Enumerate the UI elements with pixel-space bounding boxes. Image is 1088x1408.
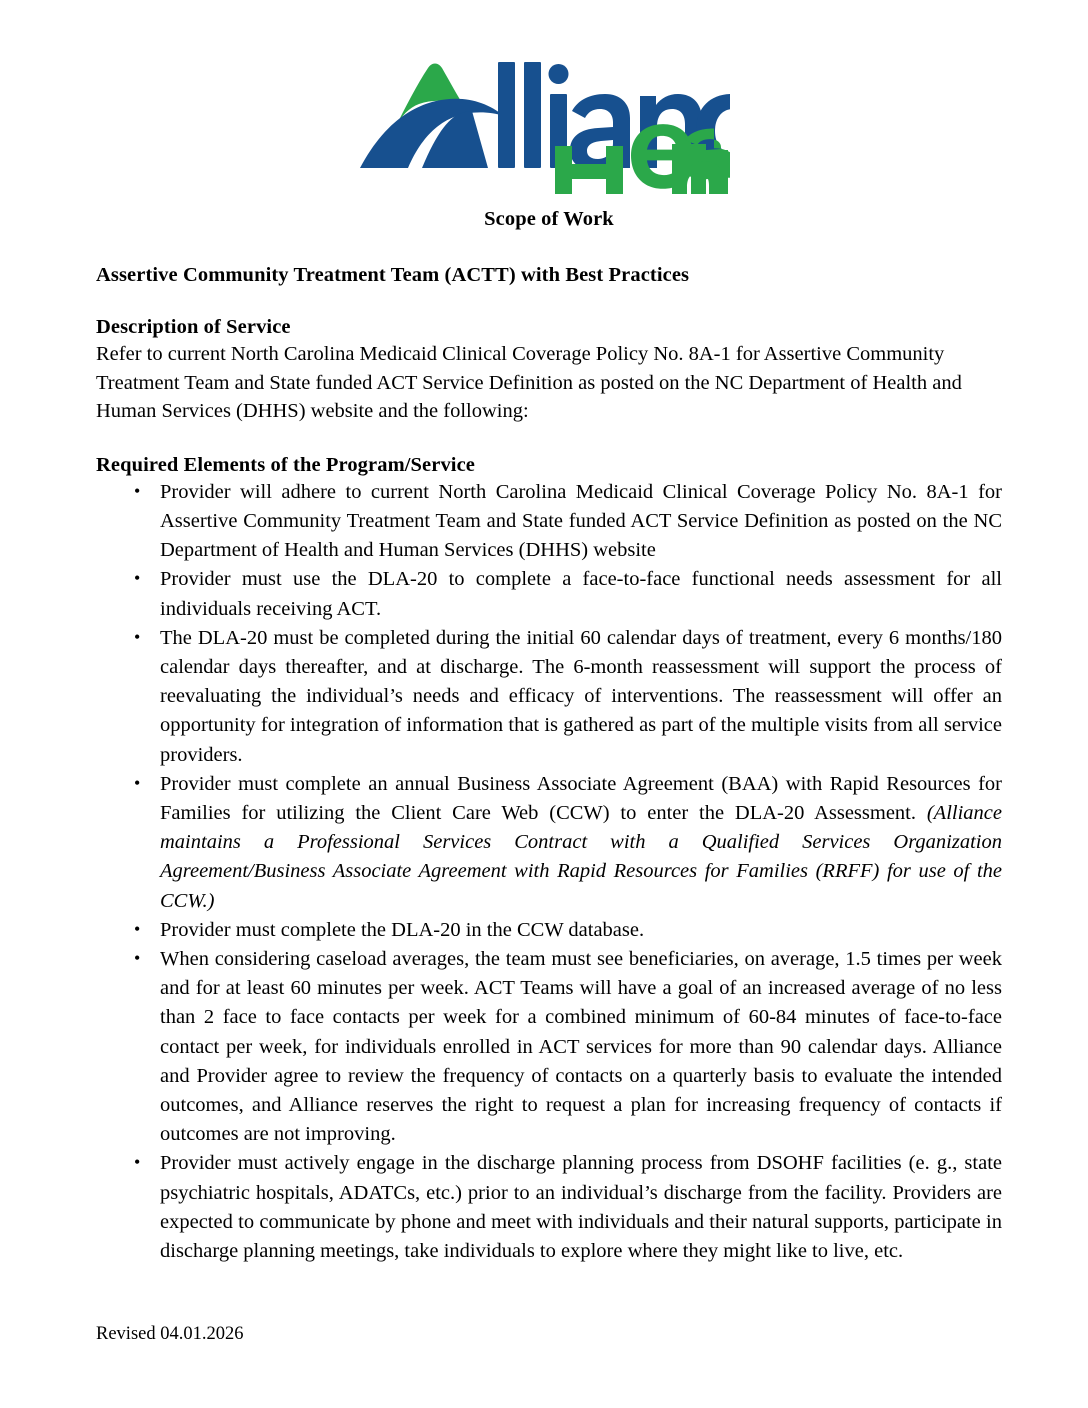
list-item-text: • Provider must actively engage in the discharge planning process from DSOHF facilities (e. g., state psychiatric hospitals, ADATCs, etc.) prior to an individual’s discharge from the facility. Providers are expected to communicate by phone and meet with individuals and their natural supports, participate in discharge planning meetings, take individuals to explore where they might like to live, etc. bbox=[160, 1152, 1002, 1263]
list-item-text: • Provider must complete the DLA-20 in the CCW database. bbox=[160, 918, 645, 941]
section-heading-description-of-service: Description of Service bbox=[96, 316, 291, 338]
revision-footer: Revised 04.01.2026 bbox=[96, 1324, 244, 1344]
spacer bbox=[96, 288, 1002, 314]
alliance-health-logo bbox=[358, 48, 730, 196]
document-body bbox=[96, 206, 1002, 1266]
page-title: Scope of Work bbox=[484, 208, 614, 230]
spacer bbox=[96, 426, 1002, 452]
list-item bbox=[96, 770, 1002, 916]
list-item-text: • When considering caseload averages, the team must see beneficiaries, on average, 1.5 times per week and for at least 60 minutes per week. ACT Teams will have a goal of an increased average of no less than 2 face to face contacts per week for a combined minimum of 60-84 minutes of face-to-face contact per week, for individuals enrolled in ACT services for more than 90 calendar days. Alliance and Provider agree to review the frequency of contacts on a quarterly basis to evaluate the intended outcomes, and Alliance reserves the right to request a plan for increasing frequency of contacts if outcomes are not improving. bbox=[160, 948, 1002, 1146]
list-item bbox=[96, 565, 1002, 623]
list-item-text: • The DLA-20 must be completed during the initial 60 calendar days of treatment, every 6 months/180 calendar days thereafter, and at discharge. The 6-month reassessment will support the process of reevaluating the individual’s needs and efficacy of interventions. The reassessment will offer an opportunity for integration of information that is gathered as part of the multiple visits from all service providers. bbox=[160, 626, 1002, 766]
list-item-italic-note: (Alliance maintains a Professional Services Contract with a Qualified Services Organization Agreement/Business Associate Agreement with Rapid Resources for Families (RRFF) for use of the CCW.) bbox=[160, 802, 1002, 912]
list-item bbox=[96, 945, 1002, 1149]
list-item bbox=[96, 1149, 1002, 1266]
list-item-text: • Provider will adhere to current North Carolina Medicaid Clinical Coverage Policy No. 8A-1 for Assertive Community Treatment Team and State funded ACT Service Definition as posted on the NC Department of Health and Human Services (DHHS) website bbox=[160, 480, 1002, 562]
list-item-text: • Provider must use the DLA-20 to complete a face-to-face functional needs assessment for all individuals receiving ACT. bbox=[160, 568, 1002, 620]
list-item bbox=[96, 916, 1002, 945]
description-of-service-paragraph: Refer to current North Carolina Medicaid Clinical Coverage Policy No. 8A-1 for Assertive Community Treatment Team and State funded ACT Service Definition as posted on the NC Department of Health and Human Services (DHHS) website and the following: bbox=[96, 343, 962, 423]
list-item bbox=[96, 624, 1002, 770]
program-title: Assertive Community Treatment Team (ACTT) with Best Practices bbox=[96, 264, 690, 286]
logo-container bbox=[0, 48, 1088, 196]
list-item-text: Provider must complete an annual Business Associate Agreement (BAA) with Rapid Resources for Families for utilizing the Client Care Web (CCW) to enter the DLA-20 Assessment. bbox=[160, 772, 1002, 825]
section-heading-required-elements: Required Elements of the Program/Service bbox=[96, 453, 475, 476]
list-item bbox=[96, 478, 1002, 566]
required-elements-list bbox=[96, 478, 1002, 1266]
